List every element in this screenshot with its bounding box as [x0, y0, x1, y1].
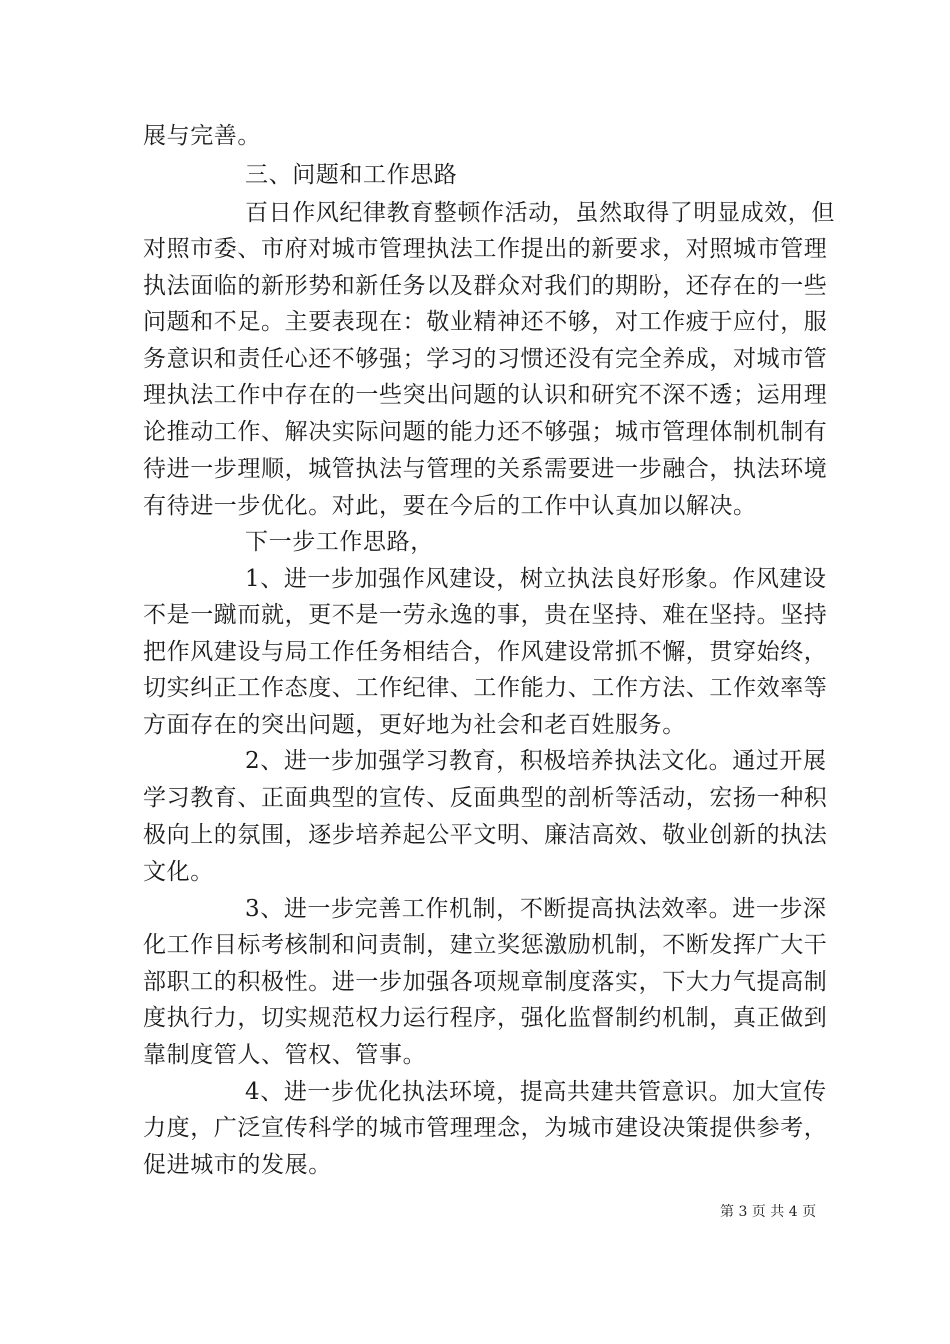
text-line: 不是一蹴而就，更不是一劳永逸的事，贵在坚持、难在坚持。坚持	[143, 602, 828, 628]
text-line: 极向上的氛围，逐步培养起公平文明、廉洁高效、敬业创新的执法	[143, 822, 828, 848]
text-line: 力度，广泛宣传科学的城市管理理念，为城市建设决策提供参考，	[143, 1115, 828, 1141]
text-line: 靠制度管人、管权、管事。	[143, 1042, 427, 1068]
text-line: 把作风建设与局工作任务相结合，作风建设常抓不懈，贯穿始终，	[143, 639, 828, 665]
text-line: 部职工的积极性。进一步加强各项规章制度落实，下大力气提高制	[143, 969, 828, 995]
text-line: 问题和不足。主要表现在：敬业精神还不够，对工作疲于应付，服	[143, 309, 828, 335]
text-line: 3、进一步完善工作机制，不断提高执法效率。进一步深	[245, 896, 827, 922]
text-line: 度执行力，切实规范权力运行程序，强化监督制约机制，真正做到	[143, 1005, 828, 1031]
page-number-footer: 第 3 页 共 4 页	[720, 1204, 817, 1220]
section-heading: 三、问题和工作思路	[245, 162, 458, 188]
text-line: 待进一步理顺，城管执法与管理的关系需要进一步融合，执法环境	[143, 456, 828, 482]
text-line: 学习教育、正面典型的宣传、反面典型的剖析等活动，宏扬一种积	[143, 785, 828, 811]
text-line: 百日作风纪律教育整顿作活动，虽然取得了明显成效，但	[245, 200, 835, 226]
text-line: 论推动工作、解决实际问题的能力还不够强；城市管理体制机制有	[143, 419, 828, 445]
text-line: 展与完善。	[143, 123, 261, 149]
text-line: 切实纠正工作态度、工作纪律、工作能力、工作方法、工作效率等	[143, 675, 828, 701]
text-line: 化工作目标考核制和问责制，建立奖惩激励机制，不断发挥广大干	[143, 932, 828, 958]
text-line: 有待进一步优化。对此，要在今后的工作中认真加以解决。	[143, 493, 757, 519]
text-line: 4、进一步优化执法环境，提高共建共管意识。加大宣传	[245, 1079, 827, 1105]
text-line: 务意识和责任心还不够强；学习的习惯还没有完全养成，对城市管	[143, 346, 828, 372]
text-line: 对照市委、市府对城市管理执法工作提出的新要求，对照城市管理	[143, 236, 828, 262]
text-line: 文化。	[143, 859, 214, 885]
text-line: 方面存在的突出问题，更好地为社会和老百姓服务。	[143, 712, 686, 738]
text-line: 2、进一步加强学习教育，积极培养执法文化。通过开展	[245, 748, 827, 774]
subheading: 下一步工作思路，	[245, 529, 434, 555]
text-line: 执法面临的新形势和新任务以及群众对我们的期盼，还存在的一些	[143, 273, 828, 299]
text-line: 理执法工作中存在的一些突出问题的认识和研究不深不透；运用理	[143, 382, 828, 408]
text-line: 促进城市的发展。	[143, 1152, 332, 1178]
text-line: 1、进一步加强作风建设，树立执法良好形象。作风建设	[245, 566, 827, 592]
